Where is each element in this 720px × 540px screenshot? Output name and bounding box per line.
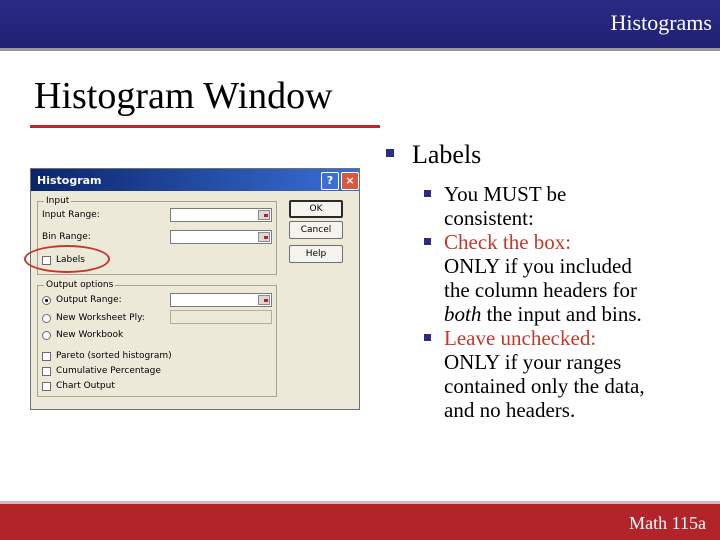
course-label: Math 115a: [629, 513, 706, 533]
sub2-line3: the column headers for: [444, 278, 638, 302]
sub2-emphasis: both: [444, 302, 482, 326]
sub3-line3: contained only the data,: [444, 374, 645, 398]
new-worksheet-ply-field[interactable]: [170, 310, 272, 324]
new-workbook-label: New Workbook: [56, 330, 124, 340]
range-picker-icon[interactable]: [258, 232, 270, 242]
sub1-line1: You MUST be: [444, 182, 567, 206]
input-range-field[interactable]: [170, 208, 272, 222]
sub-bullet-uncheck: [386, 326, 716, 422]
pareto-checkbox[interactable]: [42, 352, 51, 361]
bullet-icon: [424, 334, 431, 341]
bin-range-label: Bin Range:: [42, 232, 91, 242]
sub3-line2: ONLY if your ranges: [444, 350, 622, 374]
bullet-icon: [424, 190, 431, 197]
ok-button[interactable]: OK: [289, 200, 343, 218]
bin-range-field[interactable]: [170, 230, 272, 244]
output-range-radio[interactable]: [42, 296, 51, 305]
input-group-label: Input: [46, 196, 70, 206]
chart-output-checkbox[interactable]: [42, 382, 51, 391]
slide-title: Histogram Window: [34, 75, 333, 117]
labels-checkbox-label: Labels: [56, 255, 85, 265]
chart-output-label: Chart Output: [56, 381, 115, 391]
help-icon[interactable]: ?: [321, 172, 339, 190]
output-group-label: Output options: [46, 280, 114, 290]
sub1-line2: consistent:: [444, 206, 534, 230]
bullet-list: [386, 140, 716, 422]
input-range-label: Input Range:: [42, 210, 100, 220]
histogram-dialog: [30, 168, 360, 410]
header-bar: [0, 0, 720, 48]
output-options-group: [37, 280, 277, 397]
help-button[interactable]: Help: [289, 245, 343, 263]
title-underline: [30, 125, 380, 128]
range-picker-icon[interactable]: [258, 210, 270, 220]
output-range-field[interactable]: [170, 293, 272, 307]
sub2-line4: [444, 302, 716, 326]
sub-bullet-check: [386, 230, 716, 326]
bullet-labels-text: Labels: [412, 140, 482, 169]
pareto-label: Pareto (sorted histogram): [56, 351, 172, 361]
sub-bullet-consistent: [386, 182, 716, 230]
cancel-button[interactable]: Cancel: [289, 221, 343, 239]
section-title: Histograms: [610, 10, 712, 35]
new-worksheet-ply-label: New Worksheet Ply:: [56, 313, 145, 323]
labels-highlight-circle: [24, 245, 110, 273]
sub2-lead: Check the box:: [444, 230, 572, 254]
output-range-label: Output Range:: [56, 295, 122, 305]
dialog-titlebar: [31, 169, 359, 191]
header-divider: [0, 48, 720, 51]
close-icon[interactable]: ×: [341, 172, 359, 190]
dialog-title: Histogram: [37, 174, 102, 187]
sub2-line4-rest: the input and bins.: [481, 302, 642, 326]
new-workbook-radio[interactable]: [42, 331, 51, 340]
range-picker-icon[interactable]: [258, 295, 270, 305]
bullet-icon: [386, 149, 394, 157]
sub3-line4: and no headers.: [444, 398, 576, 422]
bullet-labels: [386, 140, 716, 170]
sub3-lead: Leave unchecked:: [444, 326, 597, 350]
footer-bar: [0, 504, 720, 540]
bullet-icon: [424, 238, 431, 245]
new-worksheet-ply-radio[interactable]: [42, 314, 51, 323]
cumulative-percentage-label: Cumulative Percentage: [56, 366, 161, 376]
sub2-line2: ONLY if you included: [444, 254, 632, 278]
cumulative-percentage-checkbox[interactable]: [42, 367, 51, 376]
